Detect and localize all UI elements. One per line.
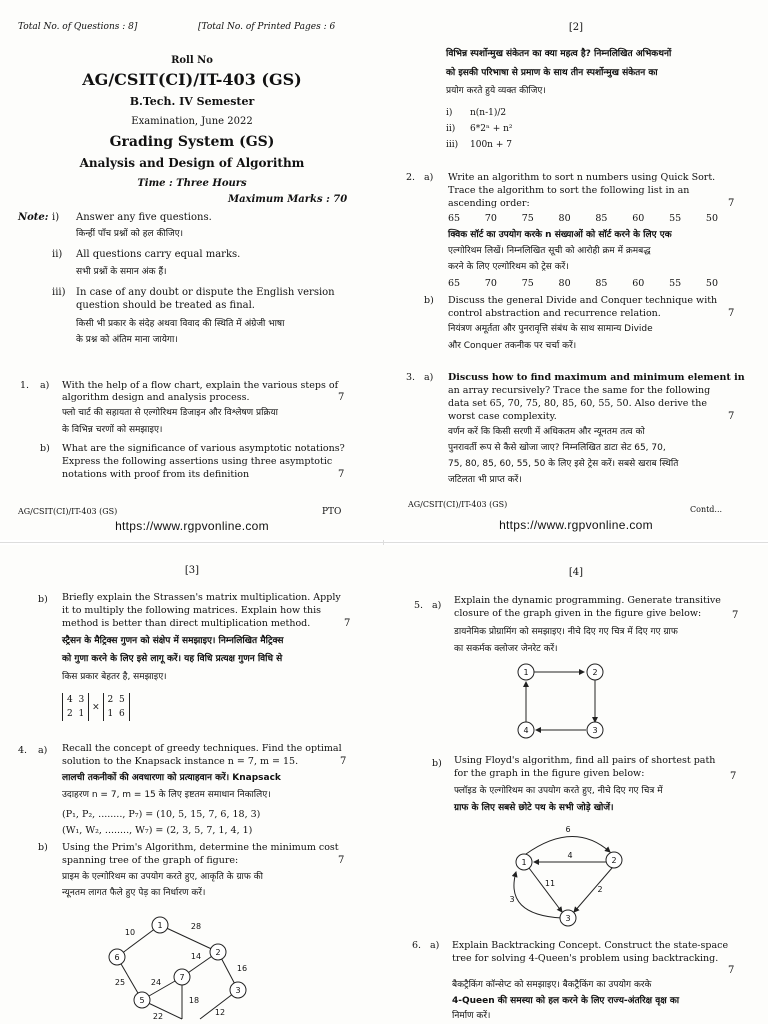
page2-hi-3: प्रयोग करते हुये व्यक्त कीजिए।: [446, 86, 546, 96]
q2-a-en-1: Write an algorithm to sort n numbers using Quick Sort.: [448, 172, 716, 183]
list-value: 80: [558, 213, 571, 224]
list-value: 55: [669, 213, 682, 224]
q6-a-en-1: Explain Backtracking Concept. Construct the state-space: [452, 940, 729, 951]
matrix-cell: 2: [67, 709, 73, 719]
edge-weight: 18: [188, 996, 200, 1005]
q4-b-hi-2: न्यूनतम लागत फैले हुए पेड़ का निर्धारण करें।: [62, 888, 206, 898]
edge-weight: 2: [597, 885, 603, 894]
q1-a-label: a): [40, 380, 50, 391]
q4-a-marks: 7: [340, 756, 347, 767]
q2-b-hi-2: और Conquer तकनीक पर चर्चा करें।: [448, 341, 577, 351]
matrix-cell: 5: [118, 695, 125, 705]
q2-a-label: a): [424, 172, 434, 183]
q1-a-hi-1: फ्लो चार्ट की सहायता से एल्गोरिथम डिजाइन और विश्लेषण प्रक्रिया: [62, 408, 278, 418]
q4-a-en-2: solution to the Knapsack instance n = 7, m = 15.: [62, 756, 299, 767]
knapsack-profits: (P₁, P₂, ........, P₇) = (10, 5, 15, 7, 6, 18, 3): [62, 809, 261, 820]
edge-weight: 25: [114, 978, 126, 987]
note-2-hi: सभी प्रश्नों के समान अंक हैं।: [76, 267, 167, 277]
q3-b-en-1: Briefly explain the Strassen's matrix multiplication. Apply: [62, 592, 341, 603]
matrix-cell: 1: [107, 709, 114, 719]
maximum-marks: Maximum Marks : 70: [228, 194, 348, 205]
list-value: 75: [521, 278, 534, 289]
page2-footer-code: AG/CSIT(CI)/IT-403 (GS): [408, 500, 508, 509]
q5-a-en-2: closure of the graph given in the figure give below:: [454, 608, 702, 619]
graph-node-label: 1: [521, 858, 527, 867]
q2-b-label: b): [424, 295, 434, 306]
matrix-b: [103, 693, 130, 721]
q2-a-hi-3: करने के लिए एल्गोरिथम को ट्रेस करें।: [448, 262, 569, 272]
list-value: 70: [484, 278, 497, 289]
q4-a-en-1: Recall the concept of greedy techniques. Find the optimal: [62, 743, 342, 754]
floyd-graph: [504, 820, 634, 930]
note-2-num: ii): [52, 249, 63, 260]
q2-b-en-2: control abstraction and recurrence relation.: [448, 308, 661, 319]
edge-weight: 14: [190, 952, 202, 961]
graph-node-label: 2: [592, 668, 598, 677]
note-3-num: iii): [52, 287, 66, 298]
q6-a-hi-3: निर्माण करें।: [452, 1011, 491, 1021]
q1-number: 1.: [20, 380, 30, 391]
q2-a-list-2: [448, 278, 718, 289]
semester: B.Tech. IV Semester: [129, 95, 255, 108]
item-ii-expr: 6*2ⁿ + n²: [470, 124, 513, 134]
q5-b-en-1: Using Floyd's algorithm, find all pairs of shortest path: [454, 755, 716, 766]
q3-b-marks: 7: [344, 618, 351, 629]
edge-weight: 11: [544, 879, 556, 888]
item-ii-num: ii): [446, 124, 456, 134]
item-iii-expr: 100n + 7: [470, 140, 512, 150]
note-3-hi-2: के प्रश्न को अंतिम माना जायेगा।: [76, 335, 178, 345]
q4-b-label: b): [38, 842, 48, 853]
note-label: Note:: [18, 212, 49, 223]
q3-a-en-1: Discuss how to find maximum and minimum element in: [448, 372, 745, 383]
edge-weight: 16: [236, 964, 248, 973]
q2-number: 2.: [406, 172, 416, 183]
knapsack-weights: (W₁, W₂, ........, W₇) = (2, 3, 5, 7, 1, 4, 1): [62, 825, 253, 836]
q2-a-en-2: Trace the algorithm to sort the following list in an: [448, 185, 690, 196]
q5-a-hi-1: डायनेमिक प्रोग्रामिंग को समझाइए। नीचे दिए गए चित्र में दिए गए ग्राफ: [454, 627, 678, 637]
list-value: 60: [632, 213, 645, 224]
q5-b-label: b): [432, 758, 442, 769]
q2-a-hi-1: क्विक सॉर्ट का उपयोग करके n संख्याओं को सॉर्ट करने के लिए एक: [448, 230, 672, 240]
page2-hi-2: को इसकी परिभाषा से प्रमाण के साथ तीन स्पर्शोन्मुख संकेतन का: [446, 68, 658, 78]
q3-b-en-2: it to multiply the following matrices. Explain how this: [62, 605, 321, 616]
q1-b-en-3: notations with proof from its definition: [62, 469, 250, 480]
graph-node-label: 3: [592, 726, 598, 735]
list-value: 50: [705, 278, 718, 289]
q3-b-hi-1: स्ट्रैसन के मैट्रिक्स गुणन को संक्षेप में समझाइए। निम्नलिखित मैट्रिक्स: [62, 636, 284, 646]
q2-a-hi-2: एल्गोरिथम लिखें। निम्नलिखित सूची को आरोही क्रम में क्रमबद्ध: [448, 246, 651, 256]
contd-label: Contd...: [690, 505, 723, 514]
note-1-num: i): [52, 212, 60, 223]
prim-graph: [100, 907, 280, 1022]
subject-title: Analysis and Design of Algorithm: [79, 156, 305, 170]
page1-footer-code: AG/CSIT(CI)/IT-403 (GS): [18, 507, 118, 516]
page-4: [384, 545, 768, 1024]
graph-node-label: 6: [114, 953, 120, 962]
q3-b-hi-3: किस प्रकार बेहतर है, समझाइए।: [62, 672, 167, 682]
pto-label: PTO: [322, 507, 342, 517]
q5-a-label: a): [432, 600, 442, 611]
graph-node-label: 1: [157, 921, 163, 930]
q2-b-marks: 7: [728, 308, 735, 319]
q3-a-label: a): [424, 372, 434, 383]
page2-hi-1: विभिन्न स्पर्शोन्मुख संकेतन का क्या महत्व है? निम्नलिखित अभिकथनों: [446, 49, 672, 59]
q1-b-marks: 7: [338, 469, 345, 480]
edge-weight: 3: [509, 895, 515, 904]
q4-a-label: a): [38, 745, 48, 756]
q3-a-hi-1: वर्णन करें कि किसी सरणी में अधिकतम और न्यूनतम तत्व को: [448, 427, 645, 437]
edge-weight: 10: [124, 928, 136, 937]
graph-node-label: 5: [139, 996, 145, 1005]
note-3-en-2: question should be treated as final.: [76, 300, 255, 311]
page1-url: https://www.rgpvonline.com: [115, 519, 269, 533]
exam-session: Examination, June 2022: [131, 116, 253, 127]
q5-a-en-1: Explain the dynamic programming. Generate transitive: [454, 595, 721, 606]
q2-b-en-1: Discuss the general Divide and Conquer technique with: [448, 295, 718, 306]
list-value: 65: [448, 213, 461, 224]
list-value: 85: [595, 213, 608, 224]
horizontal-divider: [0, 542, 768, 543]
q3-a-hi-2: पुनरावर्ती रूप से कैसे खोजा जाए? निम्नलिखित डाटा सेट 65, 70,: [448, 443, 666, 453]
edge-weight: 24: [150, 978, 162, 987]
q6-a-hi-1: बैकट्रैकिंग कॉन्सेप्ट को समझाइए। बैकट्रैकिंग का उपयोग करके: [452, 980, 652, 990]
item-i-num: i): [446, 108, 453, 118]
q1-b-label: b): [40, 443, 50, 454]
q2-a-list-1: [448, 213, 718, 224]
q5-a-marks: 7: [732, 610, 739, 621]
matrix-cell: 4: [67, 695, 73, 705]
q5-b-marks: 7: [730, 771, 737, 782]
q1-a-en-1: With the help of a flow chart, explain the various steps of: [62, 380, 339, 391]
total-pages: [Total No. of Printed Pages : 6: [198, 22, 336, 32]
q4-b-marks: 7: [338, 855, 345, 866]
graph-node-label: 3: [565, 914, 571, 923]
matrix-cell: 3: [78, 695, 85, 705]
matrix-cell: 1: [78, 709, 85, 719]
note-1-hi: किन्हीं पाँच प्रश्नों को हल कीजिए।: [76, 229, 184, 239]
q2-a-en-3: ascending order:: [448, 198, 530, 209]
list-value: 65: [448, 278, 461, 289]
q6-a-marks: 7: [728, 965, 735, 976]
graph-node-label: 3: [235, 986, 241, 995]
q4-a-hi-2: उदाहरण n = 7, m = 15 के लिए इष्टतम समाधान निकालिए।: [62, 790, 271, 800]
list-value: 55: [669, 278, 682, 289]
list-value: 50: [705, 213, 718, 224]
q3-a-marks: 7: [728, 411, 735, 422]
q3-a-en-3: data set 65, 70, 75, 80, 85, 60, 55, 50. Also derive the: [448, 398, 707, 409]
q2-b-hi-1: नियंत्रण अमूर्तता और पुनरावृत्ति संबंध के साथ सामान्य Divide: [448, 324, 653, 334]
q2-a-marks: 7: [728, 198, 735, 209]
note-3-en-1: In case of any doubt or dispute the English version: [76, 287, 335, 298]
note-1-en: Answer any five questions.: [76, 212, 212, 223]
list-value: 80: [558, 278, 571, 289]
q6-number: 6.: [412, 940, 422, 951]
q1-a-en-2: algorithm design and analysis process.: [62, 392, 250, 403]
list-value: 70: [484, 213, 497, 224]
matrix-cell: 6: [118, 709, 125, 719]
edge-weight: 4: [567, 851, 573, 860]
q3-a-hi-3: 75, 80, 85, 60, 55, 50 के लिए इसे ट्रेस करें। सबसे खराब स्थिति: [448, 459, 679, 469]
matrix-product: [62, 693, 130, 721]
transitive-graph: [508, 660, 618, 740]
list-value: 85: [595, 278, 608, 289]
edge-weight: 22: [152, 1012, 164, 1021]
graph-node-label: 2: [215, 948, 221, 957]
q1-a-marks: 7: [338, 392, 345, 403]
edge-weight: 28: [190, 922, 202, 931]
q6-a-hi-2: 4-Queen की समस्या को हल करने के लिए राज्य-अंतरिक्ष वृक्ष का: [452, 996, 680, 1006]
q4-b-en-1: Using the Prim's Algorithm, determine the minimum cost: [62, 842, 339, 853]
q5-b-en-2: for the graph in the figure given below:: [454, 768, 645, 779]
page4-number: [4]: [568, 567, 584, 578]
q5-b-hi-2: ग्राफ के लिए सबसे छोटे पथ के सभी जोड़े खोजें।: [454, 803, 614, 813]
page2-url: https://www.rgpvonline.com: [499, 518, 653, 532]
graph-node-label: 7: [179, 973, 185, 982]
page3-number: [3]: [184, 565, 200, 576]
q1-b-en-1: What are the significance of various asymptotic notations?: [62, 443, 345, 454]
edge-weight: 6: [565, 825, 571, 834]
q5-a-hi-2: का सकर्मक क्लोजर जेनरेट करें।: [454, 644, 558, 654]
edge-weight: 12: [214, 1008, 226, 1017]
q6-a-en-2: tree for solving 4-Queen's problem using backtracking.: [452, 953, 719, 964]
graph-node-label: 2: [611, 856, 617, 865]
q3-b-label: b): [38, 594, 48, 605]
q3-a-hi-4: जटिलता भी प्राप्त करें।: [448, 475, 522, 485]
page-1: [0, 0, 384, 540]
list-value: 75: [521, 213, 534, 224]
q3-a-en-4: worst case complexity.: [448, 411, 557, 422]
time-allowed: Time : Three Hours: [137, 178, 247, 189]
paper-code: AG/CSIT(CI)/IT-403 (GS): [82, 70, 302, 89]
page-3: [0, 545, 384, 1024]
roll-no: Roll No: [171, 55, 213, 66]
page-2: [384, 0, 768, 540]
matrix-a: [62, 693, 89, 721]
graph-node-label: 1: [523, 668, 529, 677]
q3-number: 3.: [406, 372, 416, 383]
q3-a-en-2: an array recursively? Trace the same for the following: [448, 385, 711, 396]
note-2-en: All questions carry equal marks.: [76, 249, 241, 260]
q4-a-hi-1: लालची तकनीकों की अवधारणा को प्रत्याहवान करें। Knapsack: [62, 773, 281, 783]
list-value: 60: [632, 278, 645, 289]
q5-number: 5.: [414, 600, 424, 611]
times-sign: ×: [92, 702, 100, 713]
graph-node-label: 4: [523, 726, 529, 735]
total-questions: Total No. of Questions : 8]: [18, 22, 138, 32]
item-i-expr: n(n-1)/2: [470, 108, 507, 118]
q1-a-hi-2: के विभिन्न चरणों को समझाइए।: [62, 425, 163, 435]
q4-b-hi-1: प्राइम के एल्गोरिथम का उपयोग करते हुए, आकृति के ग्राफ की: [62, 872, 263, 882]
note-3-hi-1: किसी भी प्रकार के संदेह अथवा विवाद की स्थिति में अंग्रेजी भाषा: [76, 319, 285, 329]
grading-system: Grading System (GS): [109, 134, 275, 150]
matrix-cell: 2: [107, 695, 114, 705]
q6-a-label: a): [430, 940, 440, 951]
q5-b-hi-1: फ्लॉइड के एल्गोरिथम का उपयोग करते हुए, नीचे दिए गए चित्र में: [454, 786, 663, 796]
page2-number: [2]: [568, 22, 584, 33]
q4-number: 4.: [18, 745, 28, 756]
q1-b-en-2: Express the following assertions using three asymptotic: [62, 456, 333, 467]
item-iii-num: iii): [446, 140, 459, 150]
q3-b-en-3: method is better than direct multiplication method.: [62, 618, 311, 629]
q3-b-hi-2: को गुणा करने के लिए इसे लागू करें। यह विधि प्रत्यक्ष गुणन विधि से: [62, 654, 283, 664]
q4-b-en-2: spanning tree of the graph of figure:: [62, 855, 239, 866]
